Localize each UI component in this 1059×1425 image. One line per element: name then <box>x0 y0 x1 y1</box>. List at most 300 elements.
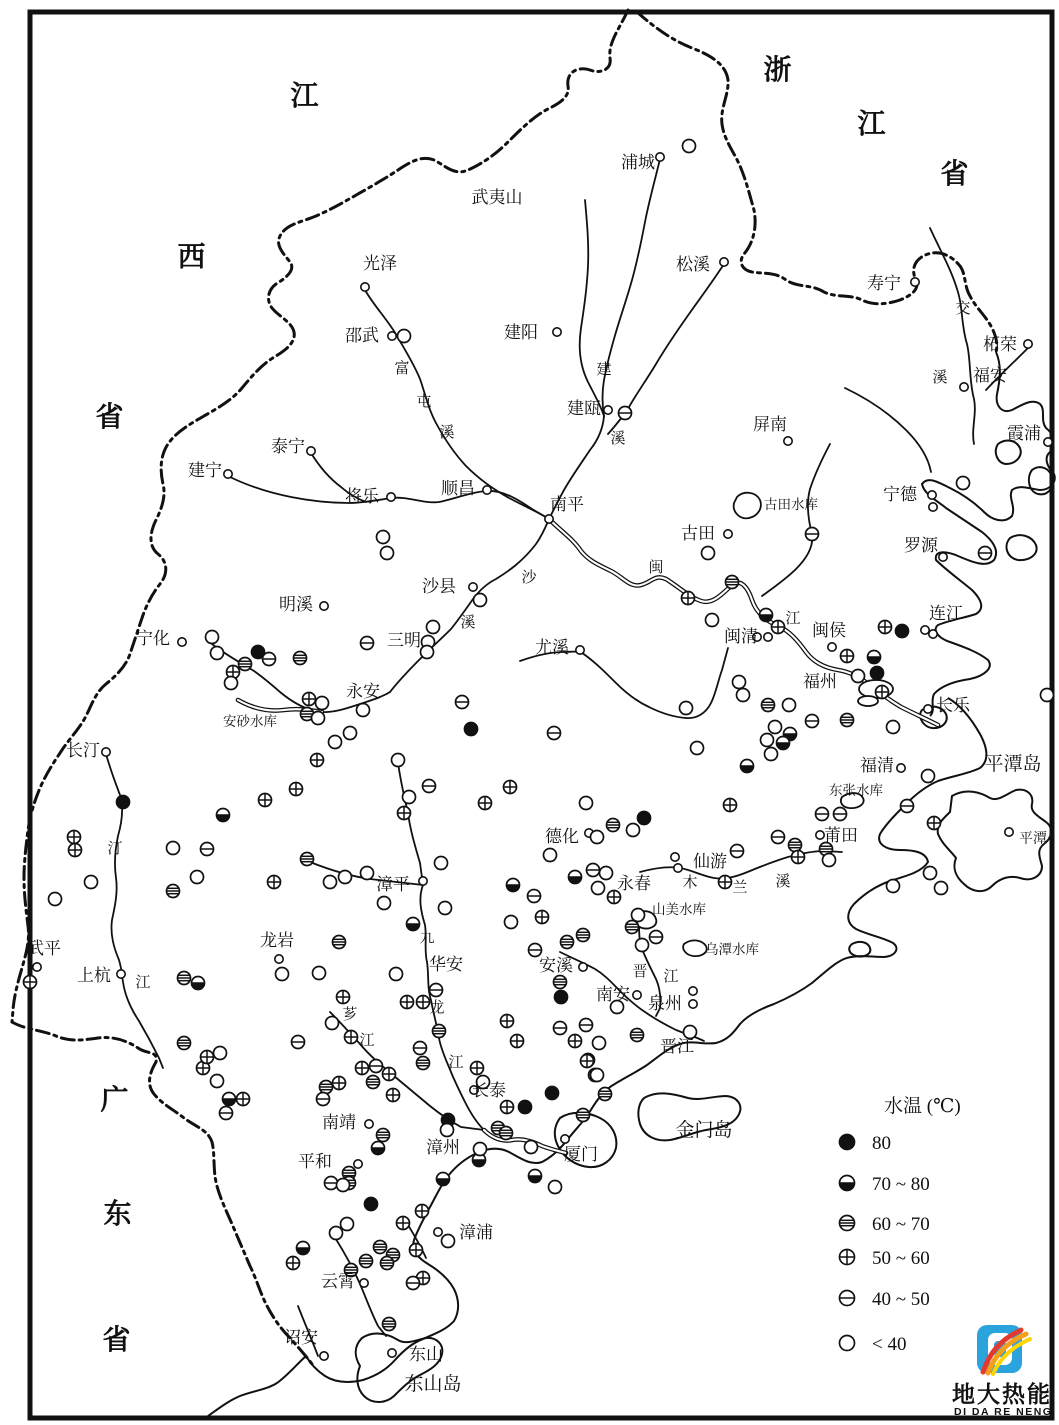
temp-symbol-50-60 <box>68 831 81 844</box>
temp-symbol-<40 <box>403 791 416 804</box>
temp-symbol-40-50 <box>619 407 632 420</box>
city-marker <box>911 278 919 286</box>
temp-symbol-50-60 <box>416 1205 429 1218</box>
temp-symbol-40-50 <box>772 831 785 844</box>
map-label: 建阳 <box>504 323 538 342</box>
map-label: 汀 <box>107 841 123 857</box>
temp-symbol-<40 <box>341 1218 354 1231</box>
temp-symbol-<40 <box>627 824 640 837</box>
map-label: 诏安 <box>284 1328 318 1347</box>
temp-symbol-40-50 <box>979 547 992 560</box>
map-label: 龙 <box>429 1000 445 1016</box>
temp-symbol-40-50 <box>806 715 819 728</box>
temp-symbol-<40 <box>924 867 937 880</box>
city-marker <box>929 630 937 638</box>
temp-symbol-50-60 <box>581 1055 594 1068</box>
temp-symbol-<40 <box>312 712 325 725</box>
city-marker <box>388 1349 396 1357</box>
temp-symbol-50-60 <box>337 991 350 1004</box>
temp-symbol-60-70 <box>377 1129 390 1142</box>
province-label: 江 <box>290 81 320 112</box>
temp-symbol-70-80 <box>868 651 881 664</box>
map-label: 永安 <box>346 682 380 701</box>
map-label: 交 <box>955 301 971 317</box>
map-label: 南安 <box>596 985 630 1004</box>
temp-symbol-60-70 <box>841 714 854 727</box>
temp-symbol-40-50 <box>731 845 744 858</box>
temp-symbol-<40 <box>361 867 374 880</box>
temp-symbol-80 <box>117 796 130 809</box>
temp-symbol-<40 <box>276 968 289 981</box>
city-marker <box>671 853 679 861</box>
temp-symbol-50-60 <box>471 1062 484 1075</box>
map-label: 罗源 <box>904 536 938 555</box>
temp-symbol-<40 <box>783 699 796 712</box>
map-label: 溪 <box>439 425 455 441</box>
temp-symbol-70-80 <box>407 918 420 931</box>
map-label: 溪 <box>932 370 948 386</box>
temp-symbol-<40 <box>591 831 604 844</box>
map-label: 上杭 <box>77 966 111 985</box>
temp-symbol-<40 <box>580 797 593 810</box>
temp-symbol-50-60 <box>879 621 892 634</box>
map-label: 仙游 <box>693 852 727 871</box>
temp-symbol-60-70 <box>367 1076 380 1089</box>
map-label: 云霄 <box>321 1272 355 1291</box>
city-marker <box>674 864 682 872</box>
temp-symbol-60-70 <box>381 1257 394 1270</box>
temp-symbol-60-70 <box>301 853 314 866</box>
map-label: 芗 <box>342 1007 358 1023</box>
temp-symbol-<40 <box>49 893 62 906</box>
city-marker <box>1024 340 1032 348</box>
temp-symbol-60-70 <box>294 652 307 665</box>
temp-symbol-60-70 <box>239 658 252 671</box>
temp-symbol-<40 <box>922 770 935 783</box>
city-marker <box>921 626 929 634</box>
temp-symbol-60-70 <box>178 972 191 985</box>
map-label: 连江 <box>929 604 963 623</box>
temp-symbol-50-60 <box>840 1250 855 1265</box>
city-marker <box>604 406 612 414</box>
temp-symbol-<40 <box>421 646 434 659</box>
city-marker <box>224 470 232 478</box>
temp-symbol-50-60 <box>719 876 732 889</box>
temp-symbol-80 <box>896 625 909 638</box>
temp-symbol-40-50 <box>263 653 276 666</box>
temp-symbol-<40 <box>691 742 704 755</box>
temp-symbol-50-60 <box>772 621 785 634</box>
city-marker <box>764 633 772 641</box>
map-label: 龙岩 <box>260 931 294 950</box>
temp-symbol-<40 <box>329 736 342 749</box>
map-label: 南平 <box>550 495 584 514</box>
temp-symbol-60-70 <box>840 1216 855 1231</box>
temp-symbol-50-60 <box>383 1068 396 1081</box>
city-marker <box>1005 828 1013 836</box>
city-marker <box>545 515 553 523</box>
map-frame <box>30 12 1052 1418</box>
temp-symbol-70-80 <box>437 1173 450 1186</box>
map-label: 长汀 <box>66 741 100 760</box>
temp-symbol-80 <box>465 723 478 736</box>
map-label: 福清 <box>860 756 894 775</box>
map-label: 东山岛 <box>404 1374 462 1395</box>
temp-symbol-80 <box>365 1198 378 1211</box>
temp-symbol-40-50 <box>407 1277 420 1290</box>
temp-symbol-50-60 <box>504 781 517 794</box>
map-label: 德化 <box>545 827 579 846</box>
legend-item-label: 40 ~ 50 <box>872 1289 930 1310</box>
temp-symbol-40-50 <box>370 1060 383 1073</box>
city-marker <box>387 493 395 501</box>
city-marker <box>939 553 947 561</box>
temp-symbol-60-70 <box>167 885 180 898</box>
temp-symbol-<40 <box>390 968 403 981</box>
temp-symbol-80 <box>519 1101 532 1114</box>
temp-symbol-70-80 <box>192 977 205 990</box>
province-label: 江 <box>857 109 887 140</box>
city-marker <box>434 1228 442 1236</box>
city-marker <box>307 447 315 455</box>
temp-symbol-<40 <box>214 1047 227 1060</box>
temp-symbol-<40 <box>887 721 900 734</box>
map-label: 山美水库 <box>652 902 706 917</box>
temp-symbol-50-60 <box>356 1062 369 1075</box>
city-marker <box>897 764 905 772</box>
city-marker <box>469 583 477 591</box>
legend-item-label: < 40 <box>872 1334 907 1355</box>
map-label: 福州 <box>803 672 837 691</box>
map-label: 明溪 <box>279 595 313 614</box>
map-label: 武夷山 <box>471 188 523 207</box>
province-label: 浙 <box>763 55 793 86</box>
map-label: 东张水库 <box>829 783 883 798</box>
map-label: 闽清 <box>724 627 758 646</box>
temp-symbol-40-50 <box>840 1291 855 1306</box>
temp-symbol-40-50 <box>456 696 469 709</box>
temp-symbol-50-60 <box>387 1089 400 1102</box>
map-label: 尤溪 <box>535 638 569 657</box>
map-label: 泰宁 <box>271 437 305 456</box>
temp-symbol-<40 <box>398 330 411 343</box>
city-marker <box>320 1352 328 1360</box>
temp-symbol-70-80 <box>372 1142 385 1155</box>
province-label: 广 <box>100 1085 130 1116</box>
province-label: 省 <box>940 159 970 190</box>
temp-symbol-<40 <box>683 140 696 153</box>
temp-symbol-60-70 <box>626 921 639 934</box>
temp-symbol-70-80 <box>507 879 520 892</box>
temp-symbol-40-50 <box>423 780 436 793</box>
temp-symbol-40-50 <box>414 1042 427 1055</box>
map-label: 九 <box>419 930 435 946</box>
temp-symbol-60-70 <box>554 976 567 989</box>
temp-symbol-<40 <box>840 1336 855 1351</box>
city-marker <box>361 283 369 291</box>
temp-symbol-50-60 <box>928 817 941 830</box>
temp-symbol-<40 <box>326 1017 339 1030</box>
city-marker <box>656 153 664 161</box>
temp-symbol-<40 <box>706 614 719 627</box>
map-label: 建宁 <box>188 461 222 480</box>
map-label: 长泰 <box>472 1081 506 1100</box>
map-label: 邵武 <box>345 326 379 345</box>
map-label: 晋 <box>632 964 648 980</box>
city-marker <box>1044 438 1052 446</box>
temp-symbol-40-50 <box>580 1019 593 1032</box>
map-label: 安溪 <box>539 956 573 975</box>
temp-symbol-<40 <box>206 631 219 644</box>
province-label: 西 <box>177 242 207 273</box>
temp-symbol-<40 <box>330 1227 343 1240</box>
temp-symbol-60-70 <box>631 1029 644 1042</box>
temp-symbol-50-60 <box>536 911 549 924</box>
temp-symbol-<40 <box>85 876 98 889</box>
temp-symbol-<40 <box>525 1141 538 1154</box>
temp-symbol-40-50 <box>548 727 561 740</box>
map-label: 屯 <box>416 394 432 410</box>
temp-symbol-60-70 <box>433 1025 446 1038</box>
temp-symbol-50-60 <box>345 1031 358 1044</box>
temp-symbol-<40 <box>381 547 394 560</box>
city-marker <box>388 332 396 340</box>
map-label: 溪 <box>460 615 476 631</box>
temp-symbol-60-70 <box>500 1127 513 1140</box>
map-label: 将乐 <box>345 487 379 506</box>
map-label: 安砂水库 <box>223 714 277 729</box>
map-label: 溪 <box>775 874 791 890</box>
temp-symbol-50-60 <box>479 797 492 810</box>
temp-symbol-80 <box>638 812 651 825</box>
temp-symbol-70-80 <box>569 871 582 884</box>
city-marker <box>720 258 728 266</box>
temp-symbol-60-70 <box>320 1081 333 1094</box>
temp-symbol-50-60 <box>303 693 316 706</box>
legend-item-label: 50 ~ 60 <box>872 1248 930 1269</box>
temp-symbol-40-50 <box>650 931 663 944</box>
temp-symbol-50-60 <box>69 844 82 857</box>
temp-symbol-<40 <box>769 721 782 734</box>
map-label: 宁化 <box>136 629 170 648</box>
city-marker <box>320 602 328 610</box>
temp-symbol-60-70 <box>360 1255 373 1268</box>
temp-symbol-40-50 <box>529 944 542 957</box>
map-label: 金门岛 <box>675 1120 733 1141</box>
temp-symbol-50-60 <box>841 650 854 663</box>
map-label: 莆田 <box>824 826 858 845</box>
temp-symbol-50-60 <box>287 1257 300 1270</box>
map-label: 东山 <box>409 1345 443 1364</box>
temp-symbol-40-50 <box>901 800 914 813</box>
temp-symbol-<40 <box>957 477 970 490</box>
map-label: 顺昌 <box>441 479 475 498</box>
city-marker <box>419 877 427 885</box>
city-marker <box>561 1135 569 1143</box>
temp-symbol-80 <box>871 667 884 680</box>
map-label: 浦城 <box>621 153 655 172</box>
temp-symbol-50-60 <box>876 686 889 699</box>
temp-symbol-50-60 <box>311 754 324 767</box>
temp-symbol-70-80 <box>840 1176 855 1191</box>
city-marker <box>689 1000 697 1008</box>
temp-symbol-<40 <box>592 882 605 895</box>
temp-symbol-<40 <box>600 867 613 880</box>
temp-symbol-40-50 <box>430 984 443 997</box>
city-marker <box>828 643 836 651</box>
map-label: 江 <box>135 975 151 991</box>
temp-symbol-60-70 <box>762 699 775 712</box>
map-label: 福安 <box>973 366 1007 385</box>
temp-symbol-<40 <box>324 876 337 889</box>
map-label: 松溪 <box>676 255 710 274</box>
map-label: 沙 <box>521 570 537 586</box>
temp-symbol-60-70 <box>417 1057 430 1070</box>
map-label: 华安 <box>429 955 463 974</box>
map-label: 漳浦 <box>459 1223 493 1242</box>
city-marker <box>784 437 792 445</box>
map-label: 木 <box>682 875 698 891</box>
temp-symbol-<40 <box>442 1235 455 1248</box>
map-label: 江 <box>448 1055 464 1071</box>
legend-item-label: 80 <box>872 1133 891 1154</box>
temp-symbol-<40 <box>474 1143 487 1156</box>
temp-symbol-60-70 <box>333 936 346 949</box>
temp-symbol-50-60 <box>201 1051 214 1064</box>
temp-symbol-50-60 <box>417 996 430 1009</box>
temp-symbol-50-60 <box>397 1217 410 1230</box>
temp-symbol-80 <box>840 1135 855 1150</box>
temp-symbol-60-70 <box>178 1037 191 1050</box>
temp-symbol-<40 <box>225 677 238 690</box>
temp-symbol-<40 <box>823 854 836 867</box>
temp-symbol-<40 <box>211 647 224 660</box>
temp-symbol-<40 <box>549 1181 562 1194</box>
temp-symbol-<40 <box>211 1075 224 1088</box>
temp-symbol-70-80 <box>760 609 773 622</box>
temp-symbol-<40 <box>316 697 329 710</box>
temp-symbol-60-70 <box>607 819 620 832</box>
province-label: 省 <box>95 402 125 433</box>
temp-symbol-<40 <box>441 1124 454 1137</box>
temp-symbol-<40 <box>313 967 326 980</box>
temp-symbol-80 <box>546 1087 559 1100</box>
temp-symbol-50-60 <box>569 1035 582 1048</box>
watermark-en: DI DA RE NENG <box>954 1406 1053 1418</box>
map-label: 江 <box>359 1033 375 1049</box>
map-label: 闽 <box>648 560 664 576</box>
temp-symbol-50-60 <box>237 1093 250 1106</box>
temp-symbol-70-80 <box>223 1093 236 1106</box>
temp-symbol-50-60 <box>511 1035 524 1048</box>
temp-symbol-60-70 <box>577 1109 590 1122</box>
temp-symbol-<40 <box>852 670 865 683</box>
map-label: 漳州 <box>426 1138 460 1157</box>
temp-symbol-70-80 <box>741 760 754 773</box>
map-label: 光泽 <box>363 254 397 273</box>
temp-symbol-<40 <box>887 880 900 893</box>
legend-item-label: 60 ~ 70 <box>872 1214 930 1235</box>
city-marker <box>924 705 932 713</box>
temp-symbol-<40 <box>357 704 370 717</box>
map-label: 江 <box>663 969 679 985</box>
temp-symbol-50-60 <box>333 1077 346 1090</box>
temp-symbol-<40 <box>337 1179 350 1192</box>
temp-symbol-40-50 <box>325 1177 338 1190</box>
temp-symbol-50-60 <box>501 1015 514 1028</box>
map-label: 长乐 <box>936 696 970 715</box>
map-label: 古田 <box>681 524 715 543</box>
map-label: 晋江 <box>660 1037 694 1056</box>
temp-symbol-40-50 <box>201 843 214 856</box>
temp-symbol-40-50 <box>361 637 374 650</box>
temp-symbol-<40 <box>702 547 715 560</box>
temp-symbol-<40 <box>1041 689 1054 702</box>
map-label: 江 <box>785 611 801 627</box>
map-label: 闽侯 <box>812 621 846 640</box>
temp-symbol-<40 <box>680 702 693 715</box>
temp-symbol-60-70 <box>599 1088 612 1101</box>
temp-symbol-<40 <box>505 916 518 929</box>
watermark-cn: 地大热能 <box>952 1382 1052 1407</box>
legend-item-label: 70 ~ 80 <box>872 1174 930 1195</box>
temp-symbol-<40 <box>591 1069 604 1082</box>
temp-symbol-<40 <box>339 871 352 884</box>
temp-symbol-<40 <box>191 871 204 884</box>
temp-symbol-70-80 <box>217 809 230 822</box>
temp-symbol-50-60 <box>290 783 303 796</box>
map-label: 平和 <box>298 1152 332 1171</box>
city-marker <box>354 1160 362 1168</box>
temp-symbol-<40 <box>761 734 774 747</box>
map-label: 平潭岛 <box>984 754 1042 775</box>
temp-symbol-<40 <box>636 939 649 952</box>
city-marker <box>33 963 41 971</box>
temp-symbol-<40 <box>733 676 746 689</box>
temp-symbol-40-50 <box>587 864 600 877</box>
temp-symbol-60-70 <box>383 1318 396 1331</box>
temp-symbol-60-70 <box>789 839 802 852</box>
temp-symbol-70-80 <box>777 737 790 750</box>
temp-symbol-40-50 <box>220 1107 233 1120</box>
temp-symbol-<40 <box>377 531 390 544</box>
temp-symbol-50-60 <box>682 592 695 605</box>
map-label: 建 <box>596 362 612 378</box>
legend-title: 水温 (℃) <box>884 1096 961 1117</box>
city-marker <box>576 646 584 654</box>
map-label: 乌潭水库 <box>705 942 759 957</box>
city-marker <box>360 1279 368 1287</box>
temp-symbol-<40 <box>392 754 405 767</box>
city-marker <box>365 1120 373 1128</box>
map-label: 富 <box>394 361 410 377</box>
province-label: 东 <box>103 1199 133 1230</box>
temp-symbol-<40 <box>427 621 440 634</box>
city-marker <box>117 970 125 978</box>
temp-symbol-<40 <box>544 849 557 862</box>
city-marker <box>929 503 937 511</box>
temp-symbol-<40 <box>439 902 452 915</box>
temp-symbol-50-60 <box>792 851 805 864</box>
temp-symbol-80 <box>555 991 568 1004</box>
city-marker <box>960 383 968 391</box>
city-marker <box>724 530 732 538</box>
temp-symbol-40-50 <box>834 808 847 821</box>
temp-symbol-<40 <box>474 594 487 607</box>
city-marker <box>689 987 697 995</box>
map-label: 宁德 <box>883 485 917 504</box>
temp-symbol-60-70 <box>726 576 739 589</box>
